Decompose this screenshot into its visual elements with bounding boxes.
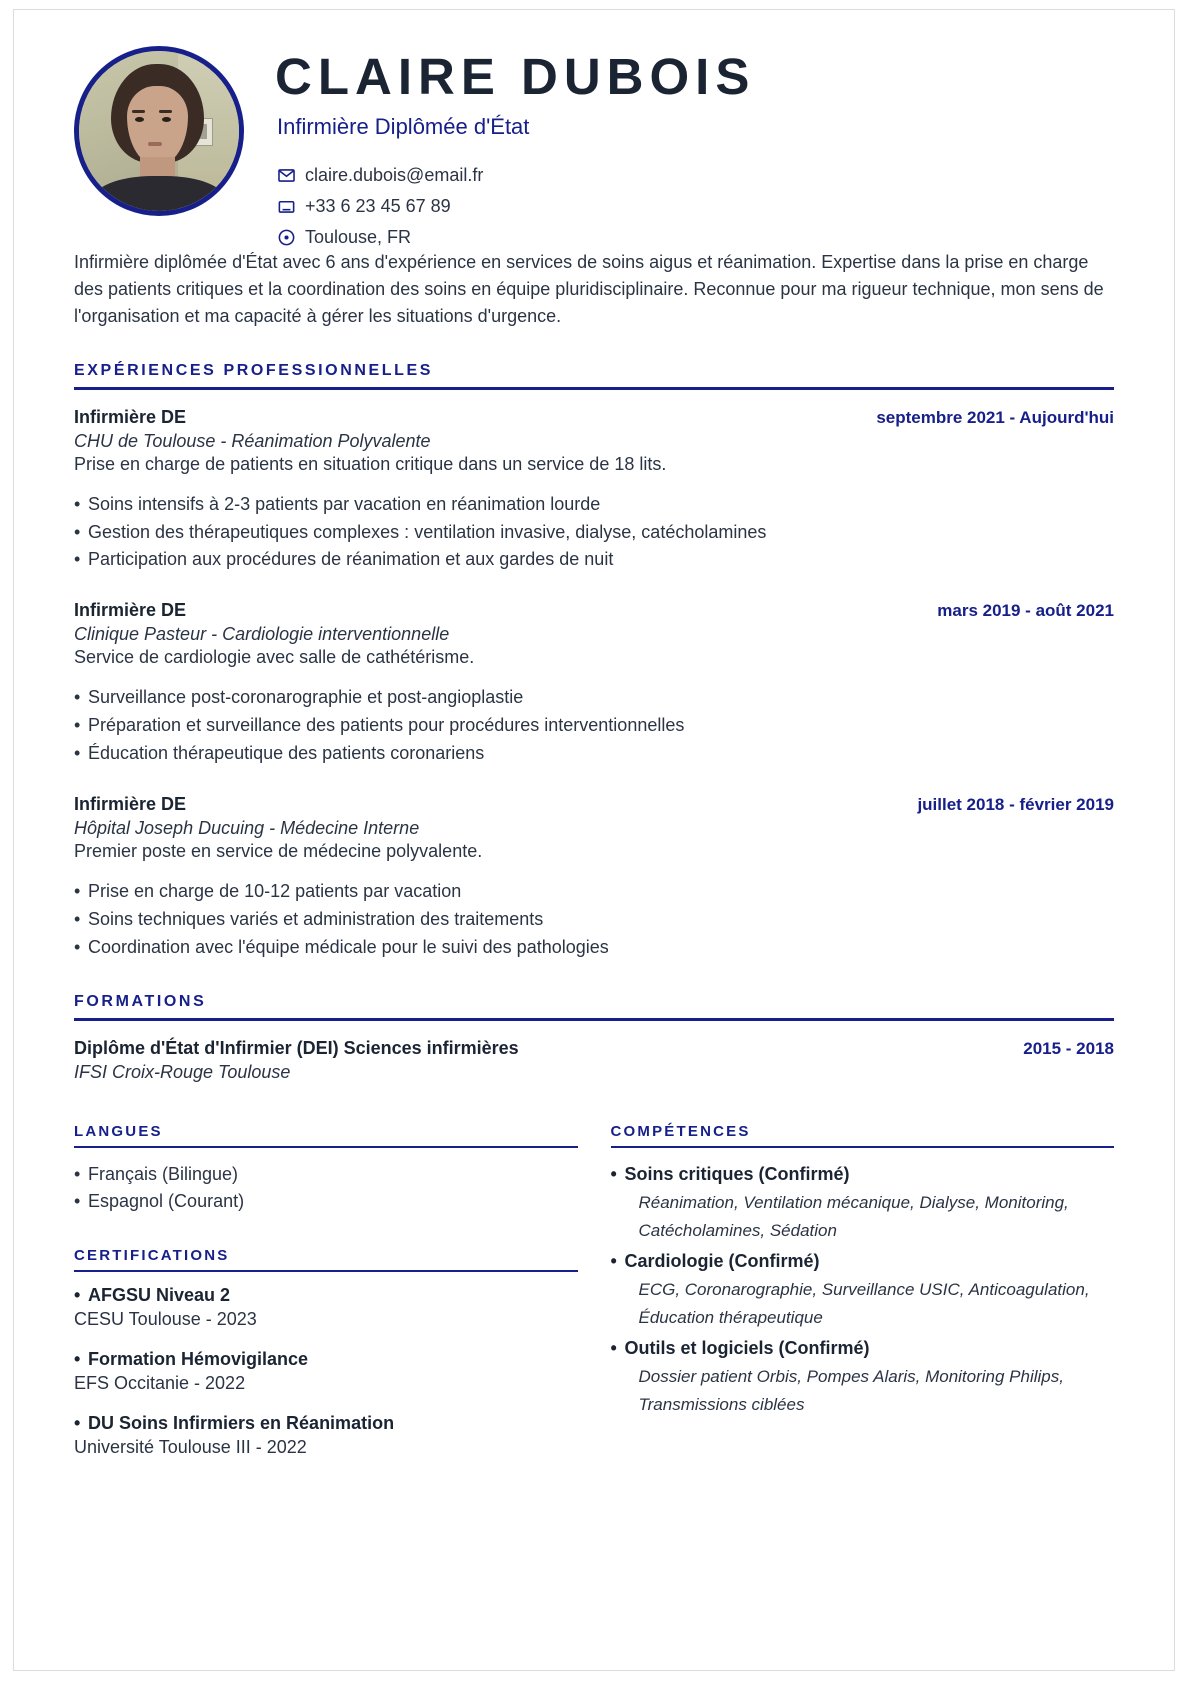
skill-detail: ECG, Coronarographie, Surveillance USIC, Anticoagulation, Éducation thérapeutique xyxy=(638,1279,1090,1327)
section-divider xyxy=(74,387,1114,390)
education-section xyxy=(74,993,1114,1083)
resume-page xyxy=(13,9,1175,1671)
certification-meta: CESU Toulouse - 2023 xyxy=(74,1308,257,1329)
section-divider xyxy=(74,1270,578,1272)
certification-name: • AFGSU Niveau 2 xyxy=(74,1285,578,1306)
language-item: • Français (Bilingue) xyxy=(74,1161,578,1188)
experience-section-title: EXPÉRIENCES PROFESSIONNELLES xyxy=(74,361,434,379)
experience-dates: septembre 2021 - Aujourd'hui xyxy=(876,407,1114,427)
location-pin-icon xyxy=(277,228,296,247)
right-column xyxy=(611,1123,1115,1458)
experience-bullet: • Surveillance post-coronarographie et post-angioplastie xyxy=(74,684,1114,712)
phone-icon xyxy=(277,197,296,216)
section-divider xyxy=(74,1146,578,1148)
section-divider xyxy=(74,1018,1114,1021)
experience-bullet: • Éducation thérapeutique des patients coronariens xyxy=(74,740,1114,768)
experience-desc: Prise en charge de patients en situation critique dans un service de 18 lits. xyxy=(74,453,667,474)
certification-item xyxy=(74,1285,578,1330)
envelope-icon xyxy=(277,166,296,185)
experience-bullets xyxy=(74,684,1114,768)
education-dates: 2015 - 2018 xyxy=(1023,1038,1114,1058)
languages-section xyxy=(74,1123,578,1215)
certifications-section-title: CERTIFICATIONS xyxy=(74,1246,230,1264)
experience-org: CHU de Toulouse - Réanimation Polyvalente xyxy=(74,430,431,451)
bottom-columns xyxy=(74,1123,1114,1458)
experience-bullet: • Prise en charge de 10-12 patients par vacation xyxy=(74,878,1114,906)
experience-role: Infirmière DE xyxy=(74,600,187,621)
experience-bullets xyxy=(74,491,1114,575)
certifications-section xyxy=(74,1247,578,1458)
contact-list xyxy=(277,165,1114,248)
skill-item xyxy=(611,1248,1115,1332)
avatar xyxy=(74,46,244,216)
contact-email[interactable] xyxy=(277,165,1114,186)
certification-name: • DU Soins Infirmiers en Réanimation xyxy=(74,1413,578,1434)
contact-location-text: Toulouse, FR xyxy=(305,226,412,247)
profile-summary: Infirmière diplômée d'État avec 6 ans d'expérience en services de soins aigus et réanimation. Expertise dans la prise en charge des patients critiques et la coordination des soins en équipe pluridisciplinaire. Reconnue pour ma rigueur technique, mon sens de l'organisation et ma capacité à gérer les situations d'urgence. xyxy=(74,251,1104,327)
experience-section xyxy=(74,362,1114,962)
education-school: IFSI Croix-Rouge Toulouse xyxy=(74,1061,291,1082)
experience-bullet: • Préparation et surveillance des patients pour procédures interventionnelles xyxy=(74,712,1114,740)
experience-role: Infirmière DE xyxy=(74,406,187,427)
skill-item xyxy=(611,1335,1115,1419)
experience-dates: mars 2019 - août 2021 xyxy=(937,601,1114,621)
experience-bullet: • Participation aux procédures de réanimation et aux gardes de nuit xyxy=(74,546,1114,574)
experience-entry xyxy=(74,600,1114,768)
experience-entry xyxy=(74,407,1114,575)
resume-header xyxy=(74,36,1114,258)
experience-org: Clinique Pasteur - Cardiologie interventionnelle xyxy=(74,624,450,645)
skills-section-title: COMPÉTENCES xyxy=(610,1122,751,1140)
contact-email-text: claire.dubois@email.fr xyxy=(305,164,484,185)
experience-bullet: • Soins techniques variés et administration des traitements xyxy=(74,906,1114,934)
languages-section-title: LANGUES xyxy=(74,1122,163,1140)
section-divider xyxy=(611,1146,1115,1148)
experience-entry xyxy=(74,794,1114,962)
experience-bullets xyxy=(74,878,1114,962)
skill-name: • Outils et logiciels (Confirmé) xyxy=(611,1335,1115,1363)
education-entry xyxy=(74,1038,1114,1083)
certification-meta: Université Toulouse III - 2022 xyxy=(74,1436,307,1457)
skill-name: • Soins critiques (Confirmé) xyxy=(611,1161,1115,1189)
certification-item xyxy=(74,1413,578,1458)
certification-name: • Formation Hémovigilance xyxy=(74,1349,578,1370)
skill-detail: Dossier patient Orbis, Pompes Alaris, Monitoring Philips, Transmissions ciblées xyxy=(638,1366,1064,1414)
experience-bullet: • Coordination avec l'équipe médicale pour le suivi des pathologies xyxy=(74,934,1114,962)
certification-item xyxy=(74,1349,578,1394)
language-item: • Espagnol (Courant) xyxy=(74,1188,578,1215)
job-title: Infirmière Diplômée d'État xyxy=(277,113,530,139)
contact-location[interactable] xyxy=(277,227,1114,248)
certification-meta: EFS Occitanie - 2022 xyxy=(74,1372,246,1393)
contact-phone-text: +33 6 23 45 67 89 xyxy=(305,195,451,216)
experience-desc: Service de cardiologie avec salle de cathétérisme. xyxy=(74,647,475,668)
experience-desc: Premier poste en service de médecine polyvalente. xyxy=(74,840,483,861)
experience-org: Hôpital Joseph Ducuing - Médecine Interne xyxy=(74,817,420,838)
page-title: CLAIRE DUBOIS xyxy=(275,48,756,105)
skill-detail: Réanimation, Ventilation mécanique, Dialyse, Monitoring, Catécholamines, Sédation xyxy=(638,1192,1069,1240)
education-section-title: FORMATIONS xyxy=(74,992,207,1010)
experience-role: Infirmière DE xyxy=(74,793,187,814)
contact-phone[interactable] xyxy=(277,196,1114,217)
left-column xyxy=(74,1123,578,1458)
photo-container xyxy=(74,36,259,216)
skill-name: • Cardiologie (Confirmé) xyxy=(611,1248,1115,1276)
skills-section xyxy=(611,1123,1115,1419)
education-degree: Diplôme d'État d'Infirmier (DEI) Sciences infirmières xyxy=(74,1037,519,1058)
skill-item xyxy=(611,1161,1115,1245)
experience-bullet: • Soins intensifs à 2-3 patients par vacation en réanimation lourde xyxy=(74,491,1114,519)
experience-dates: juillet 2018 - février 2019 xyxy=(917,794,1114,814)
experience-bullet: • Gestion des thérapeutiques complexes : ventilation invasive, dialyse, catécholamines xyxy=(74,519,1114,547)
